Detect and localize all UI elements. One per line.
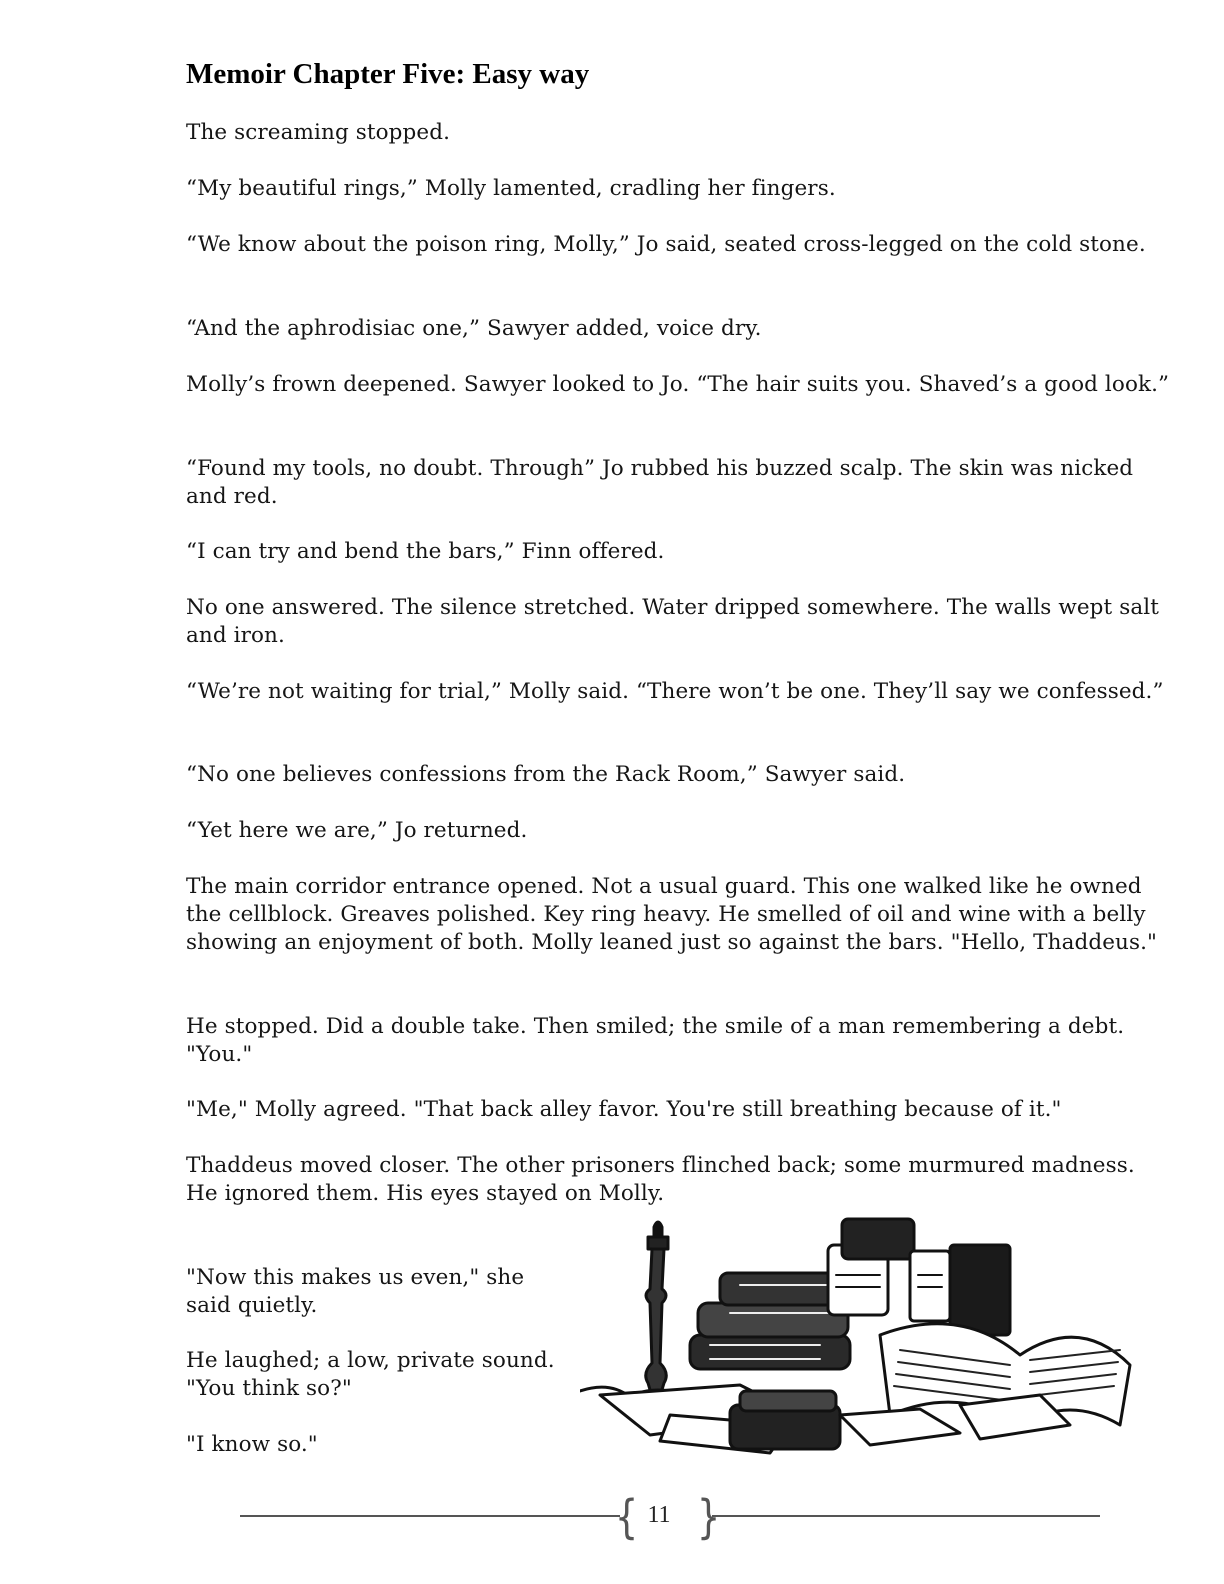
- paragraph: “And the aphrodisiac one,” Sawyer added, voice dry.: [186, 316, 762, 341]
- paragraph: Molly’s frown deepened. Sawyer looked to Jo. “The hair suits you. Shaved’s a good look.”: [186, 372, 1170, 397]
- right-brace-icon: }: [696, 1490, 721, 1544]
- paragraph: The main corridor entrance opened. Not a usual guard. This one walked like he owned the cellblock. Greaves polished. Key ring heavy. He smelled of oil and wine with a belly showing an enjoyment of both. Molly leaned just so against the bars. "Hello, Thaddeus.": [186, 874, 1158, 955]
- page-number: 11: [647, 1502, 671, 1528]
- paragraph: "Now this makes us even," she said quietly.: [186, 1265, 525, 1318]
- paragraph: "I know so.": [186, 1432, 318, 1457]
- paragraph: “We’re not waiting for trial,” Molly said. “There won’t be one. They’ll say we confessed.”: [186, 679, 1164, 704]
- left-brace-icon: {: [614, 1490, 639, 1544]
- paragraph: No one answered. The silence stretched. Water dripped somewhere. The walls wept salt and iron.: [186, 595, 1159, 648]
- paragraph: He stopped. Did a double take. Then smiled; the smile of a man remembering a debt. "You.": [186, 1014, 1125, 1067]
- footer-rule-right: [712, 1515, 1100, 1517]
- chapter-title: Memoir Chapter Five: Easy way: [186, 58, 590, 90]
- paragraph: The screaming stopped.: [186, 120, 451, 145]
- footer-rule-left: [240, 1515, 620, 1517]
- paragraph: “My beautiful rings,” Molly lamented, cradling her fingers.: [186, 176, 836, 201]
- paragraph-wrapped: Thaddeus moved closer. The other prisoners flinched back; some murmured madness. He ignored them. His eyes stayed on Molly.: [186, 1153, 1135, 1206]
- paragraph: He laughed; a low, private sound. "You think so?": [186, 1348, 555, 1401]
- paragraph: “No one believes confessions from the Rack Room,” Sawyer said.: [186, 762, 906, 787]
- paragraph: “We know about the poison ring, Molly,” Jo said, seated cross-legged on the cold stone.: [186, 232, 1146, 257]
- candlestick-icon: [580, 1222, 696, 1407]
- paragraph: "Me," Molly agreed. "That back alley favor. You're still breathing because of it.": [186, 1097, 1062, 1122]
- books-and-candlestick-illustration: [580, 1215, 1140, 1475]
- paragraph: “I can try and bend the bars,” Finn offered.: [186, 539, 665, 564]
- paragraph: “Yet here we are,” Jo returned.: [186, 818, 528, 843]
- paragraph: “Found my tools, no doubt. Through” Jo rubbed his buzzed scalp. The skin was nicked and red.: [186, 456, 1134, 509]
